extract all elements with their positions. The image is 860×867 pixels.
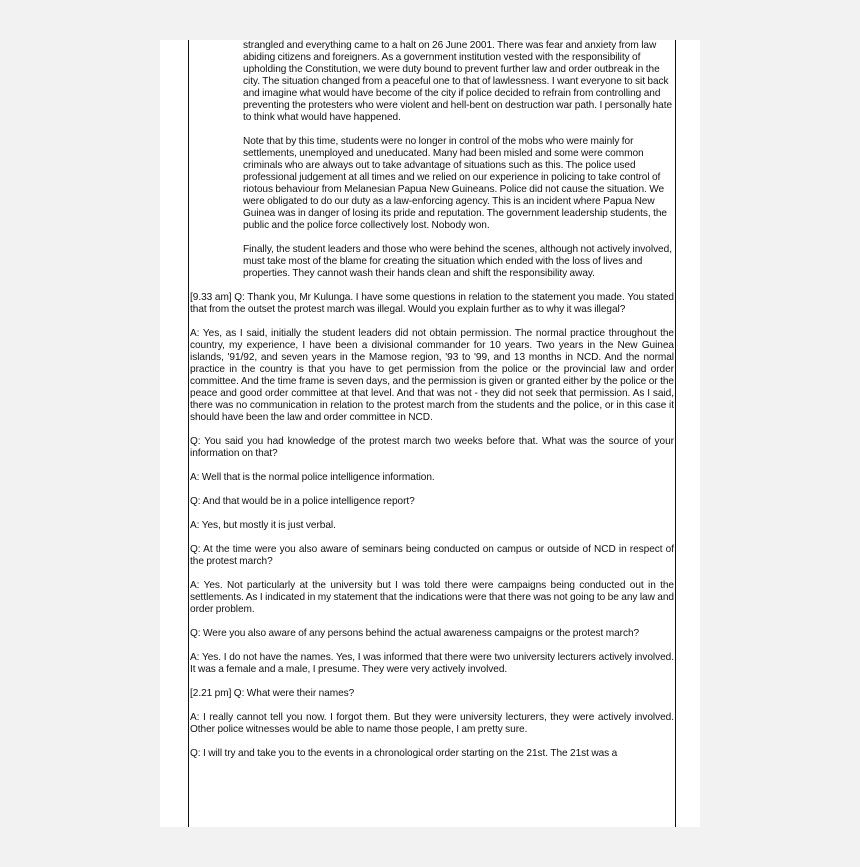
transcript-paragraph: A: Well that is the normal police intelligence information.	[190, 472, 435, 483]
document-page	[160, 40, 700, 827]
transcript-paragraph: Q: Were you also aware of any persons behind the actual awareness campaigns or the protest march?	[190, 628, 640, 639]
transcript-paragraph: A: Yes, but mostly it is just verbal.	[190, 520, 336, 531]
transcript-paragraph: Q: And that would be in a police intelligence report?	[190, 496, 415, 507]
statement-paragraph: Finally, the student leaders and those who were behind the scenes, although not actively involved, must take most of the blame for creating the situation which ended with the loss of lives and properties. They cannot wash their hands clean and shift the responsibility away.	[243, 244, 672, 279]
transcript-paragraph: A: Yes. I do not have the names. Yes, I was informed that there were two university lecturers actively involved. It was a female and a male, I presume. They were very actively involved.	[190, 652, 674, 675]
transcript-paragraph: Q: You said you had knowledge of the protest march two weeks before that. What was the source of your information on that?	[190, 436, 674, 459]
transcript-paragraph: Q: I will try and take you to the events in a chronological order starting on the 21st. The 21st was a	[190, 748, 618, 759]
statement-paragraph: strangled and everything came to a halt on 26 June 2001. There was fear and anxiety from law abiding citizens and foreigners. As a government institution vested with the responsibility of upholding the Constitution, we were duty bound to prevent further law and order outbreak in the city. The situation changed from a peaceful one to that of lawlessness. I want everyone to sit back and imagine what would have become of the city if police decided to refrain from controlling and preventing the protesters who were violent and hell-bent on destruction war path. I personally hate to think what would have happened.	[243, 40, 673, 123]
transcript-paragraph: Q: At the time were you also aware of seminars being conducted on campus or outside of NCD in respect of the protest march?	[190, 544, 674, 567]
transcript-paragraph: A: Yes. Not particularly at the university but I was told there were campaigns being conducted out in the settlements. As I indicated in my statement that the indications were that there was not going to be any law and order problem.	[190, 580, 674, 615]
document-body	[190, 40, 674, 772]
transcript-paragraph: A: Yes, as I said, initially the student leaders did not obtain permission. The normal practice throughout the country, my experience, I have been a divisional commander for 10 years. Two years in the New Guinea islands, '91/92, and seven years in the Mamose region, '93 to '99, and 13 months in NCD. And the normal practice in the country is that you have to get permission from the police or the provincial law and order committee. And the time frame is seven days, and the permission is given or granted either by the police or the peace and good order committee at that level. And that was not - they did not seek that permission. As I said, there was no communication in relation to the protest march from the students and the police, or in this case it should have been the law and order committee in NCD.	[190, 328, 674, 423]
transcript-paragraph: A: I really cannot tell you now. I forgot them. But they were university lecturers, they were actively involved. Other police witnesses would be able to name those people, I am pretty sure.	[190, 712, 674, 735]
transcript-paragraph: [9.33 am] Q: Thank you, Mr Kulunga. I have some questions in relation to the statement you made. You stated that from the outset the protest march was illegal. Would you explain further as to why it was illegal?	[190, 292, 674, 315]
transcript-paragraph: [2.21 pm] Q: What were their names?	[190, 688, 355, 699]
statement-paragraph: Note that by this time, students were no longer in control of the mobs who were mainly for settlements, unemployed and uneducated. Many had been misled and some were common criminals who are always out to take advantage of situations such as this. The police used professional judgement at all times and we relied on our experience in policing to take control of riotous behaviour from Melanesian Papua New Guineans. Police did not cause the situation. We were obligated to do our duty as a law-enforcing agency. This is an incident where Papua New Guinea was in danger of losing its pride and reputation. The government leadership students, the public and the police force collectively lost. Nobody won.	[243, 136, 667, 231]
